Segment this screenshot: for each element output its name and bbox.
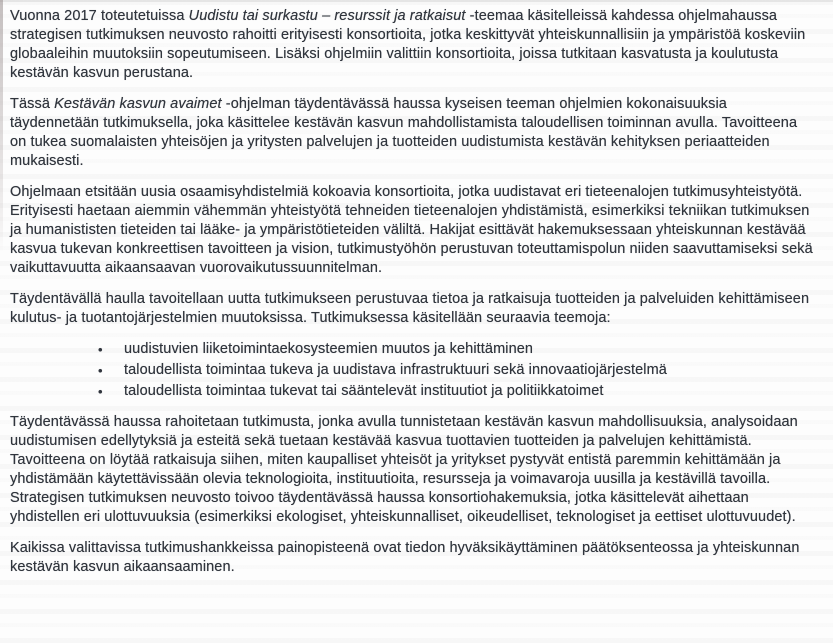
paragraph	[10, 183, 817, 278]
list-item	[98, 361, 817, 380]
text-run: Ohjelmaan etsitään uusia osaamisyhdistelmiä kokoavia konsortioita, jotka uudistavat eri tieteenalojen tutkimusyhteistyötä. Erityisesti haetaan aiemmin vähemmän yhteistyötä tehneiden tieteenalojen yhdistämistä, esimerkiksi tekniikan tutkimuksen ja humanististen tieteiden tai lääke- ja ympäristötieteiden väliltä. Hakijat esittävät hakemuksessaan yhteiskunnan kestävää kasvua tukevan konkreettisen tavoitteen ja vision, tutkimustyöhön perustuvan toteuttamispolun niiden saavuttamiseksi sekä vaikuttavuutta aikaansaavan vuorovaikutussuunnitelman.	[10, 184, 813, 276]
paragraph	[10, 7, 817, 83]
paragraph	[10, 539, 817, 577]
text-run: Kaikissa valittavissa tutkimushankkeissa painopisteenä ovat tiedon hyväksikäyttäminen päätöksenteossa ja yhteiskunnan kestävän kasvun aikaansaaminen.	[10, 540, 800, 575]
bullet-icon: •	[98, 384, 103, 399]
text-run-italic: Kestävän kasvun avaimet	[54, 96, 222, 112]
bullet-icon: •	[98, 363, 103, 378]
paragraph	[10, 95, 817, 171]
list-item	[98, 382, 817, 401]
list-item	[98, 340, 817, 359]
bullet-icon: •	[98, 342, 103, 357]
text-run: -ohjelman täydentävässä haussa kyseisen teeman ohjelmien kokonaisuuksia täydennetään tutkimuksella, joka käsittelee kestävän kasvun mahdollistamista taloudellisen toiminnan avulla. Tavoitteena on tukea suomalaisten yhteisöjen ja yritysten palvelujen ja tuotteiden uudistumista kestävän kehityksen periaatteiden mukaisesti.	[10, 96, 798, 169]
paragraph	[10, 290, 817, 328]
text-run: Tässä	[10, 96, 55, 112]
list-item-text: taloudellista toimintaa tukeva ja uudistava infrastruktuuri sekä innovaatiojärjestelmä	[124, 362, 667, 378]
text-run: Täydentävässä haussa rahoitetaan tutkimusta, jonka avulla tunnistetaan kestävän kasvun mahdollisuuksia, analysoidaan uudistumisen edellytyksiä ja esteitä sekä tuetaan kestävää kasvua tuottavien tuotteiden ja palvelujen kehittämistä. Tavoitteena on löytää ratkaisuja siihen, miten kaupalliset yhteisöt ja yritykset pystyvät entistä paremmin kehittämään ja yhdistämään käytettävissään olevia teknologioita, instituutioita, resursseja ja voimavaroja uusilla ja kestävillä tavoilla. Strategisen tutkimuksen neuvosto toivoo täydentävässä haussa konsortiohakemuksia, jotka käsittelevät aihettaan yhdistellen eri ulottuvuuksia (esimerkiksi ekologiset, yhteiskunnalliset, oikeudelliset, teknologiset ja eettiset ulottuvuudet).	[10, 414, 798, 525]
text-run-italic: Uudistu tai surkastu – resurssit ja ratkaisut	[188, 8, 466, 24]
bullet-list	[10, 340, 817, 401]
list-item-text: taloudellista toimintaa tukevat tai sääntelevät instituutiot ja politiikkatoimet	[124, 383, 604, 399]
document-body	[10, 7, 817, 577]
paragraph	[10, 413, 817, 527]
list-item-text: uudistuvien liiketoimintaekosysteemien muutos ja kehittäminen	[124, 341, 534, 357]
text-run: -teemaa käsitelleissä kahdessa ohjelmahaussa strategisen tutkimuksen neuvosto rahoitti erityisesti konsortioita, jotka keskittyvät yhteiskunnallisiin ja ympäristöä koskeviin globaaleihin muutoksiin sopeutumiseen. Lisäksi ohjelmiin valittiin konsortioita, joissa tutkitaan kasvatusta ja koulutusta kestävän kasvun perustana.	[10, 8, 806, 81]
text-run: Täydentävällä haulla tavoitellaan uutta tutkimukseen perustuvaa tietoa ja ratkaisuja tuotteiden ja palveluiden kehittämiseen kulutus- ja tuotantojärjestelmien muutoksissa. Tutkimuksessa käsitellään seuraavia teemoja:	[10, 291, 810, 326]
text-run: Vuonna 2017 toteutetuissa	[10, 8, 189, 24]
